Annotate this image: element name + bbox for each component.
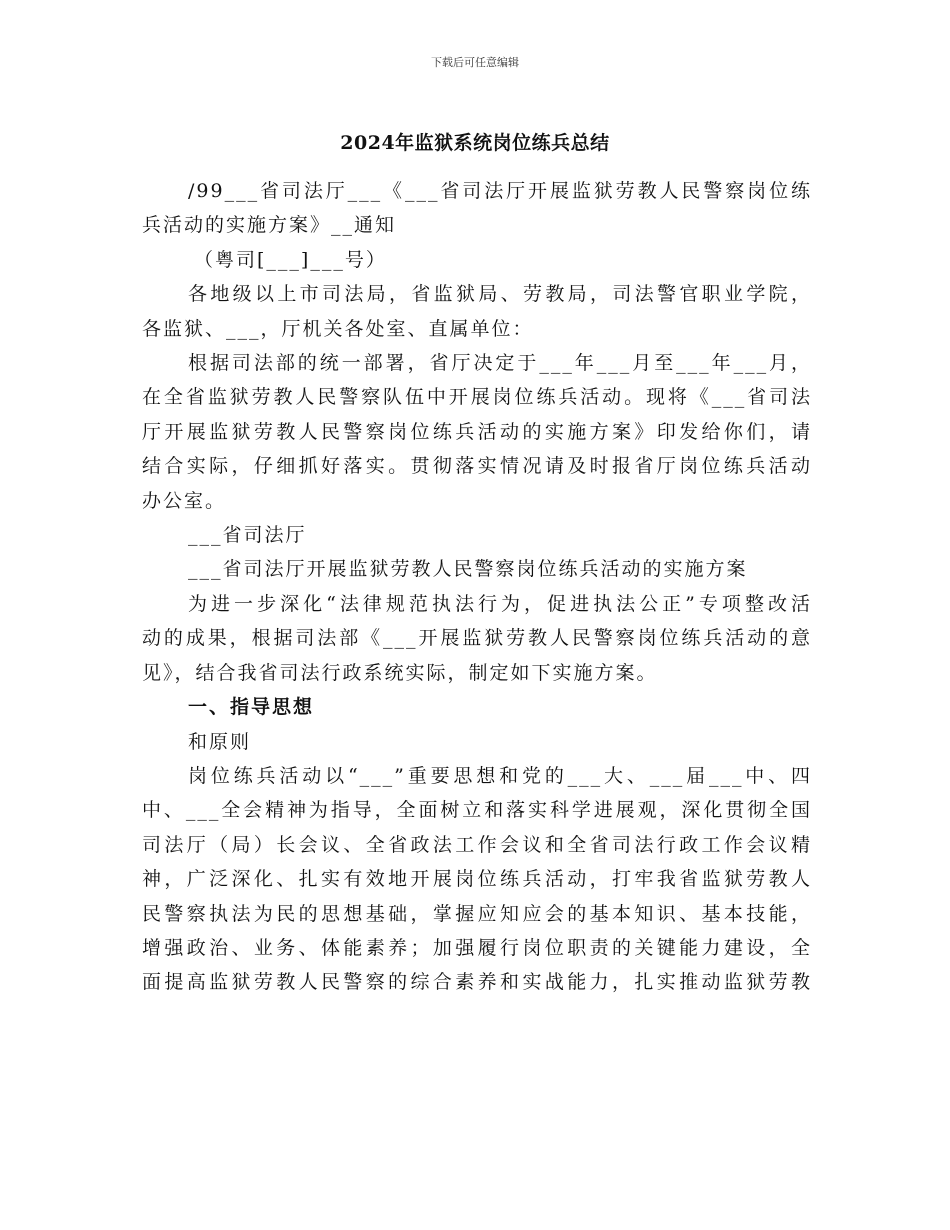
text-line: 各监狱、___，厅机关各处室、直属单位： bbox=[142, 317, 534, 340]
paragraph-deployment bbox=[142, 346, 812, 518]
text-line: 司法厅（局）长会议、全省政法工作会议和全省司法行政工作会议精 bbox=[142, 833, 812, 856]
text-line: 见》，结合我省司法行政系统实际，制定如下实施方案。 bbox=[142, 661, 658, 684]
text-line: 动的成果，根据司法部《___开展监狱劳教人民警察岗位练兵活动的意 bbox=[142, 627, 812, 650]
document-body bbox=[142, 174, 812, 1000]
paragraph-guiding-thought bbox=[142, 759, 812, 1000]
paragraph-notice-title bbox=[142, 174, 812, 243]
paragraph-doc-number bbox=[142, 243, 812, 277]
text-line: ___省司法厅 bbox=[188, 524, 307, 547]
text-line: 增强政治、业务、体能素养；加强履行岗位职责的关键能力建设，全 bbox=[142, 936, 812, 959]
text-line: 结合实际，仔细抓好落实。贯彻落实情况请及时报省厅岗位练兵活动 bbox=[142, 455, 812, 478]
text-line: 神，广泛深化、扎实有效地开展岗位练兵活动，打牢我省监狱劳教人 bbox=[142, 868, 812, 891]
text-line: 为进一步深化“法律规范执法行为，促进执法公正”专项整改活 bbox=[188, 592, 812, 615]
text-line: ___省司法厅开展监狱劳教人民警察岗位练兵活动的实施方案 bbox=[188, 558, 748, 581]
text-line: 面提高监狱劳教人民警察的综合素养和实战能力，扎实推动监狱劳教 bbox=[142, 971, 812, 994]
text-line: 兵活动的实施方案》__通知 bbox=[142, 214, 397, 237]
text-line: 在全省监狱劳教人民警察队伍中开展岗位练兵活动。现将《___省司法 bbox=[142, 386, 812, 409]
text-line: /99___省司法厅___《___省司法厅开展监狱劳教人民警察岗位练 bbox=[188, 180, 812, 202]
text-line: 一、指导思想 bbox=[188, 696, 315, 719]
paragraph-intro bbox=[142, 587, 812, 690]
text-line: 厅开展监狱劳教人民警察岗位练兵活动的实施方案》印发给你们，请 bbox=[142, 420, 812, 443]
text-line: 民警察执法为民的思想基础，掌握应知应会的基本知识、基本技能， bbox=[142, 902, 812, 925]
text-line: 和原则 bbox=[188, 730, 252, 753]
paragraph-signature bbox=[142, 518, 812, 552]
paragraph-recipients bbox=[142, 277, 812, 346]
text-line: 中、___全会精神为指导，全面树立和落实科学进展观，深化贯彻全国 bbox=[142, 799, 812, 822]
text-line: （粤司[___]___号） bbox=[194, 248, 387, 271]
paragraph-plan-title bbox=[142, 552, 812, 586]
text-line: 各地级以上市司法局，省监狱局、劳教局，司法警官职业学院， bbox=[188, 283, 812, 306]
page-header: 下载后可任意编辑 bbox=[431, 56, 519, 69]
section-heading bbox=[142, 690, 812, 724]
text-line: 岗位练兵活动以“___”重要思想和党的___大、___届___中、四 bbox=[188, 764, 812, 787]
text-line: 办公室。 bbox=[142, 489, 227, 512]
text-line: 根据司法部的统一部署，省厅决定于___年___月至___年___月， bbox=[188, 352, 812, 375]
paragraph-principle bbox=[142, 725, 812, 759]
document-title: 2024年监狱系统岗位练兵总结 bbox=[340, 132, 610, 154]
